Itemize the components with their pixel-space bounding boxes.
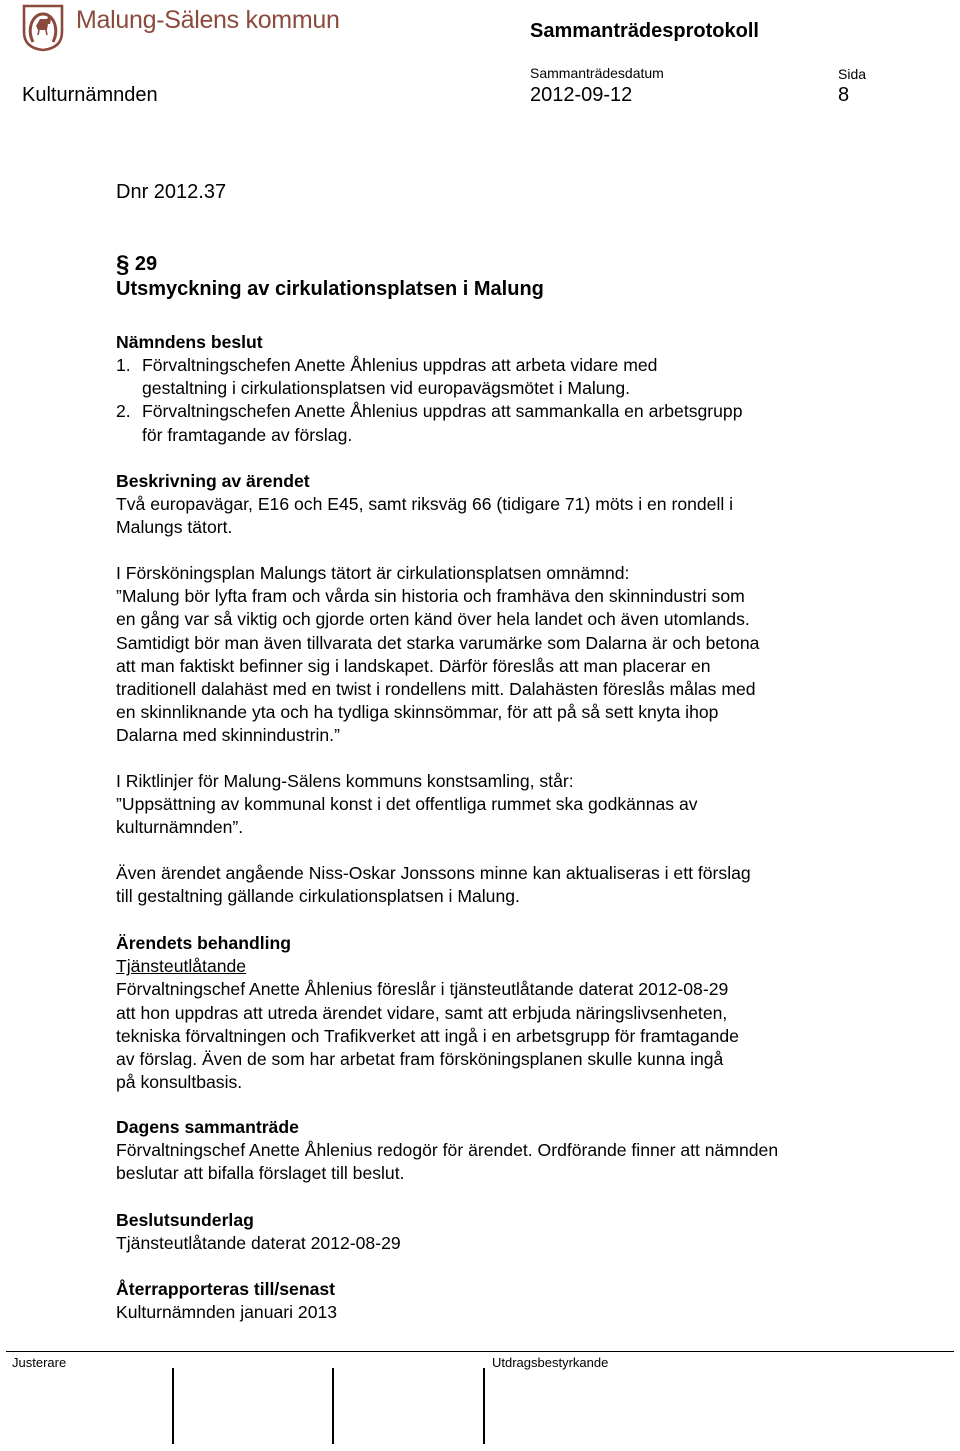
handling-heading: Ärendets behandling [116,933,291,953]
description-heading: Beskrivning av ärendet [116,471,310,491]
case-title: Utsmyckning av cirkulationsplatsen i Malung [116,278,544,300]
reporting-section [116,1278,337,1324]
paragraph-number [116,252,157,277]
description-paragraph: Två europavägar, E16 och E45, samt riksväg 66 (tidigare 71) möts i en rondell i Malungs tätort. [116,494,734,538]
decision-item: 2. Förvaltningschefen Anette Åhlenius uppdras att sammankalla en arbetsgrupp för framtagande av förslag. [116,401,743,445]
basis-heading: Beslutsunderlag [116,1210,254,1230]
decision-list [116,354,743,447]
organization-name: Malung-Sälens kommun [76,6,340,34]
page-label: Sida [838,66,867,82]
extract-certification-label: Utdragsbestyrkande [492,1355,609,1370]
basis-text: Tjänsteutlåtande daterat 2012-08-29 [116,1233,401,1254]
reporting-text: Kulturnämnden januari 2013 [116,1302,338,1323]
adjuster-label: Justerare [12,1355,67,1370]
basis-section [116,1209,401,1255]
signature-box-divider [483,1368,485,1444]
handling-subheading: Tjänsteutlåtande [116,956,247,977]
page-number: 8 [838,84,850,106]
meeting-heading: Dagens sammanträde [116,1117,299,1137]
meeting-section: Dagens sammanträde Förvaltningschef Anette Åhlenius redogör för ärendet. Ordförande finner att nämnden beslutar att bifalla förslaget till beslut. [116,1117,779,1184]
horseshoe-dala-horse-logo [20,2,66,52]
meeting-date: 2012-09-12 [530,84,633,106]
registration-number: Dnr 2012.37 [116,181,227,203]
footer-divider [6,1351,954,1352]
signature-box-divider [332,1368,334,1444]
description-paragraph: I Riktlinjer för Malung-Sälens kommuns konstsamling, står: ”Uppsättning av kommunal konst i det offentliga rummet ska godkännas av kulturnämnden”. [116,771,698,838]
document-type: Sammanträdesprotokoll [530,20,759,42]
date-label: Sammanträdesdatum [530,65,664,81]
decision-item: 1. Förvaltningschefen Anette Åhlenius uppdras att arbeta vidare med gestaltning i cirkulationsplatsen vid europavägsmötet i Malung. [116,355,658,399]
description-paragraph: I Försköningsplan Malungs tätort är cirkulationsplatsen omnämnd: ”Malung bör lyfta fram och vårda sin historia och framhäva den skinnindustri som en gång var så viktig och gjorde orten känd över hela landet och även utomlands. Samtidigt bör man även tillvarata det starka varumärke som Dalarna är och betona att man faktiskt befinner sig i landskapet. Därför föreslås att man placerar en traditionell dalahäst med en twist i rondellens mitt. Dalahästen föreslås målas med en skinnliknande yta och ha tydliga skinnsömmar, för att på så sett knyta ihop Dalarna med skinnindustrin.” [116,563,760,746]
committee-name: Kulturnämnden [22,84,158,106]
decision-heading: Nämndens beslut [116,332,263,352]
description-section [116,470,733,540]
description-paragraph: Även ärendet angående Niss-Oskar Jonssons minne kan aktualiseras i ett förslag till gestaltning gällande cirkulationsplatsen i Malung. [116,863,751,907]
reporting-heading: Återrapporteras till/senast [116,1279,336,1299]
signature-box-divider [172,1368,174,1444]
paragraph-sign: § [116,251,130,278]
handling-section: Ärendets behandling Tjänsteutlåtande Förvaltningschef Anette Åhlenius föreslår i tjänsteutlåtande daterat 2012-08-29 att hon uppdras att utreda ärendet vidare, samt att erbjuda näringslivsenheten, tekniska förvaltningen och Trafikverket att ingå i en arbetsgrupp för framtagande av förslag. Även de som har arbetat fram försköningsplanen skulle kunna ingå på konsultbasis. [116,933,739,1093]
paragraph-number-value: 29 [134,253,158,275]
